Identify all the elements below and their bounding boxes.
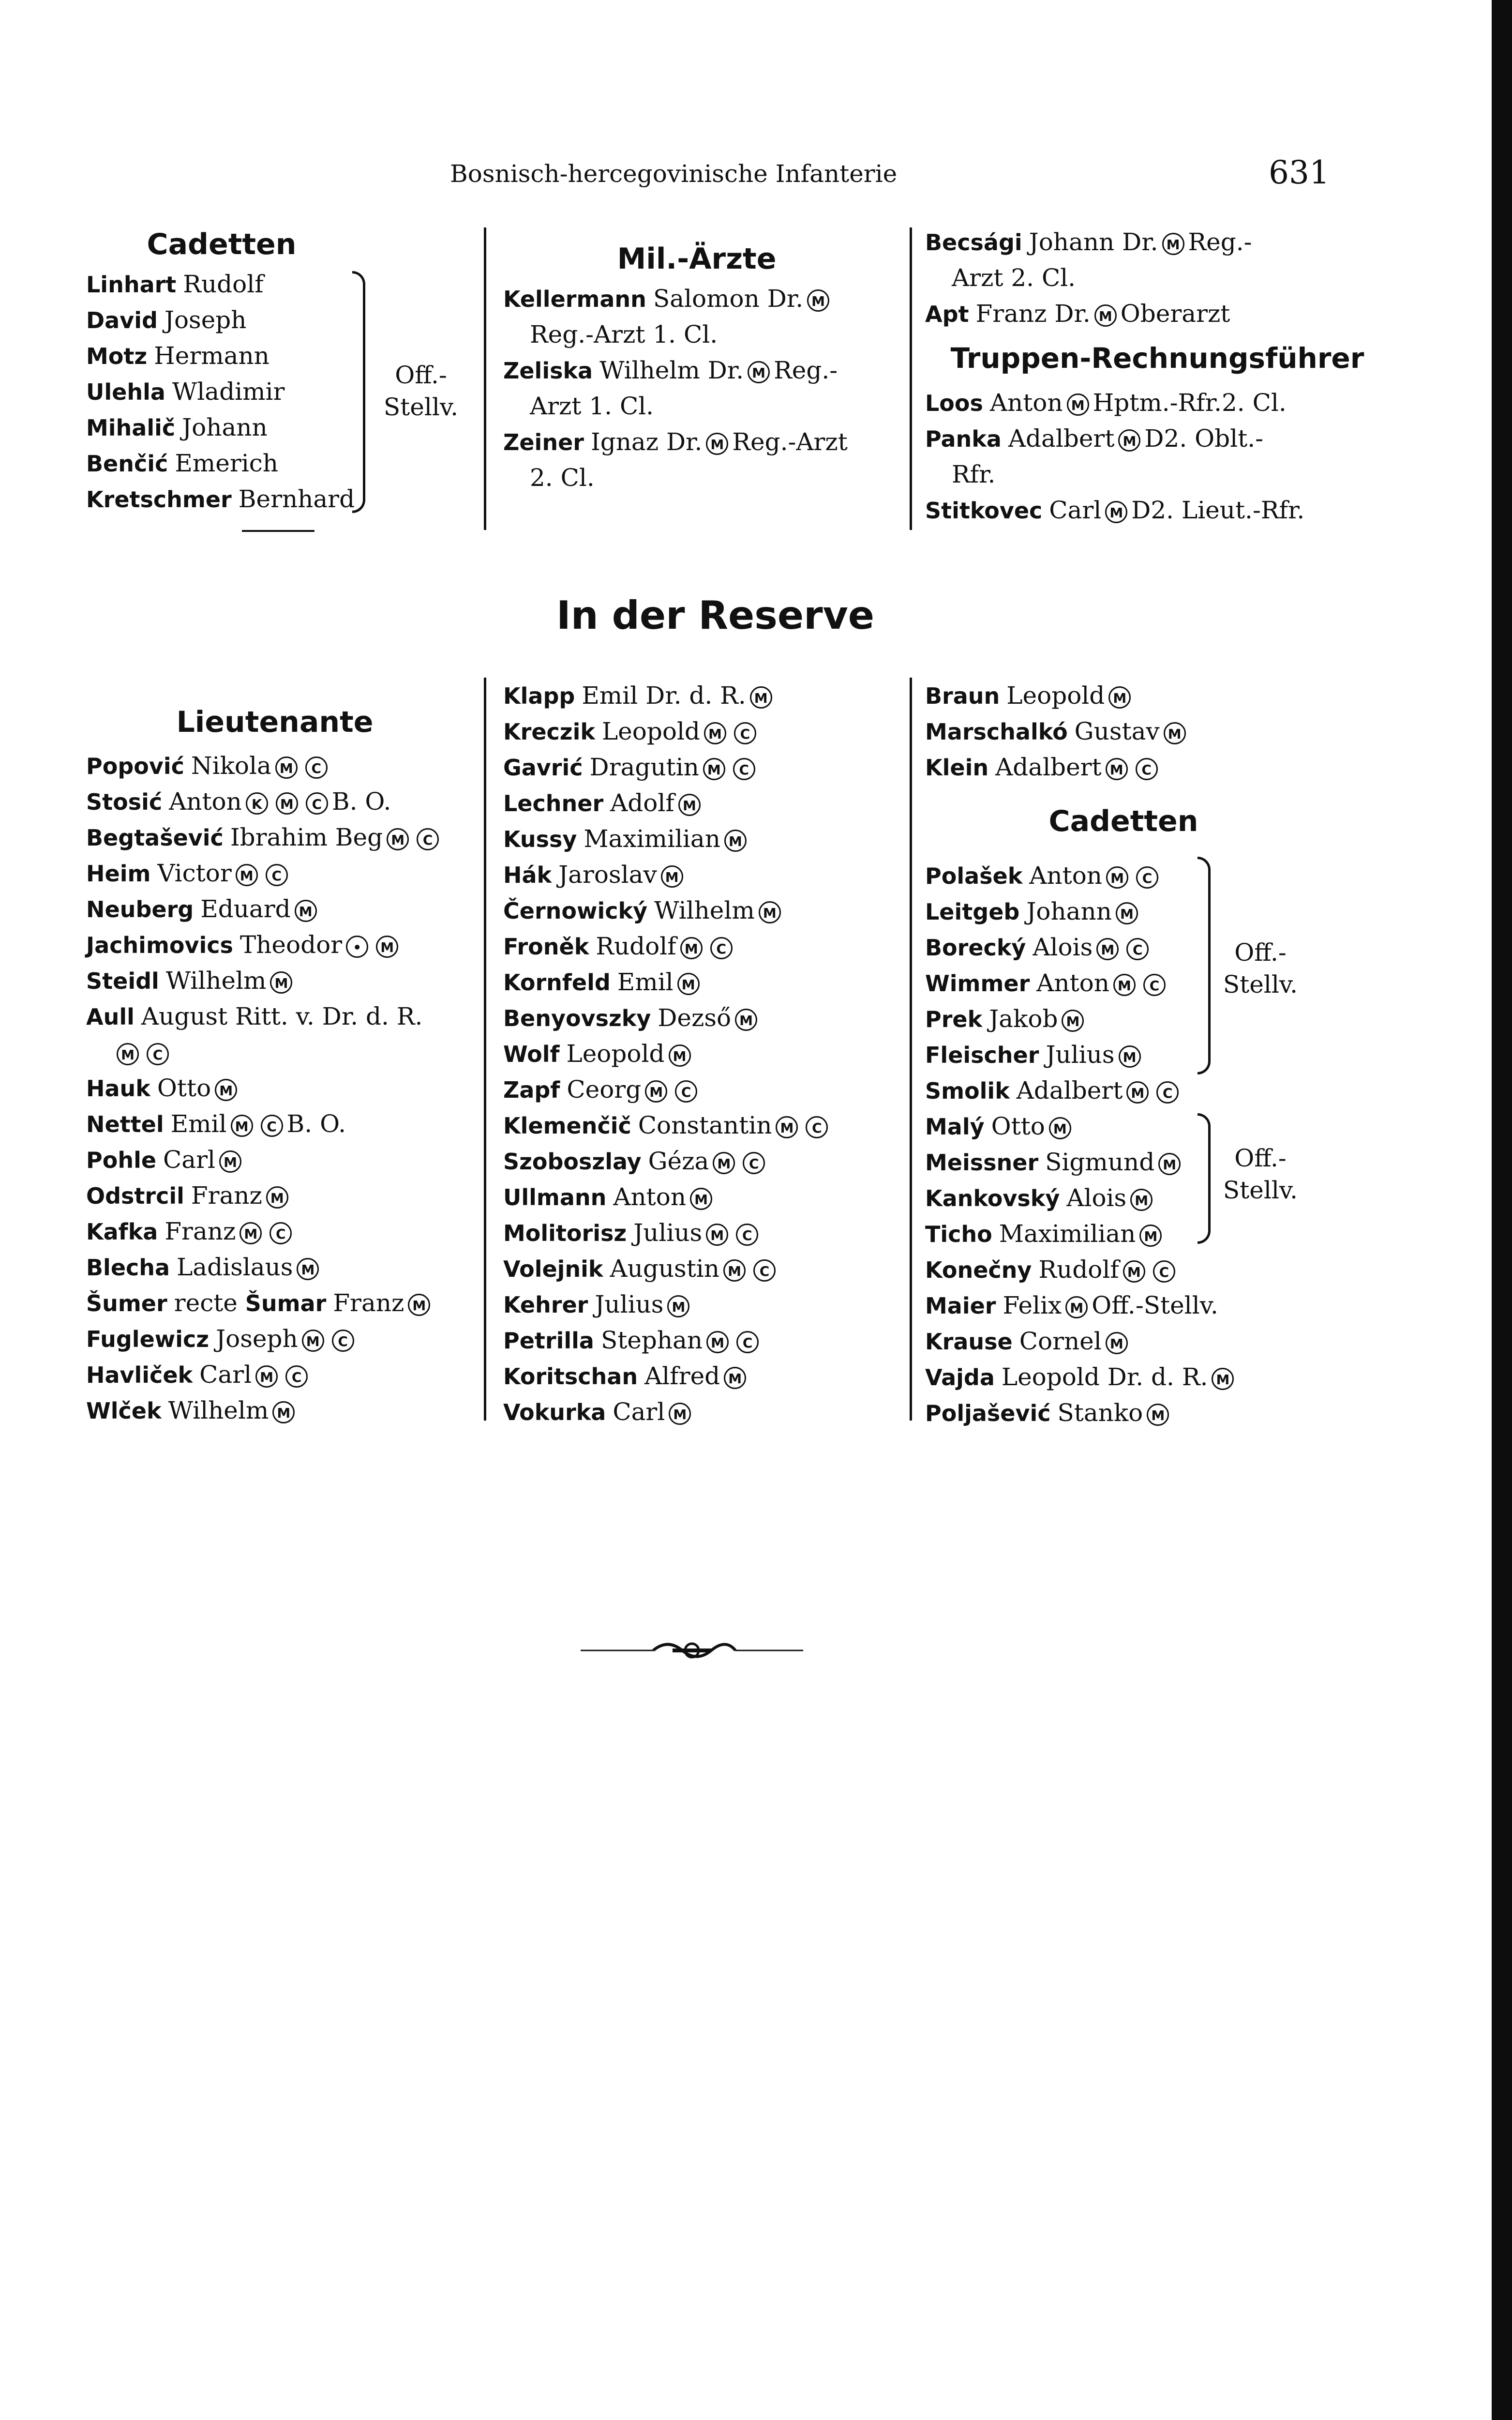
list-item: Kornfeld Emil M (503, 964, 900, 1000)
m-mark-icon: M (117, 1043, 139, 1065)
m-mark-icon: M (1067, 393, 1089, 416)
m-mark-icon: M (706, 1224, 728, 1246)
m-mark-icon: M (231, 1115, 253, 1137)
d2-mark: D2. (1144, 424, 1187, 453)
list-item: Molitorisz Julius M C (503, 1215, 900, 1251)
list-item: Ulehla Wladimir (86, 378, 285, 406)
brace-label: Off.- Stellv. (383, 361, 459, 421)
reserve-middle-column (503, 678, 900, 1430)
list-item: Zapf Ceorg M C (503, 1072, 900, 1107)
m-mark-icon: M (270, 971, 292, 994)
list-item: Stosić Anton K M C B. O. (86, 787, 391, 816)
m-mark-icon: M (690, 1188, 712, 1210)
m-mark-icon: M (1139, 1225, 1162, 1247)
m-mark-icon: M (1105, 501, 1127, 523)
m-mark-icon: M (297, 1258, 319, 1280)
list-item: Stitkovec Carl M D2. Lieut.-Rfr. (925, 496, 1305, 524)
list-item: Smolik Adalbert M C (925, 1073, 1293, 1108)
m-mark-icon: M (1130, 1189, 1153, 1211)
list-item: Maier Felix M Off.-Stellv. (925, 1291, 1218, 1319)
list-item: Vajda Leopold Dr. d. R. M (925, 1359, 1293, 1395)
top-right-column (925, 224, 1390, 528)
c-mark-icon: C (1143, 974, 1166, 996)
m-mark-icon: M (669, 1044, 691, 1067)
list-item: Panka Adalbert M D2. Oblt.- (925, 424, 1263, 453)
list-item: Linhart Rudolf (86, 270, 264, 298)
list-item: Borecký Alois M C (925, 929, 1293, 965)
c-mark-icon: C (736, 1224, 758, 1246)
m-mark-icon: M (275, 756, 298, 779)
list-item-continuation: Arzt 2. Cl. (952, 264, 1076, 292)
section-title-mil-aerzte: Mil.-Ärzte (617, 242, 777, 276)
m-mark-icon: M (1049, 1117, 1071, 1139)
list-item: Petrilla Stephan M C (503, 1322, 900, 1358)
m-mark-icon: M (302, 1330, 324, 1352)
list-item: Froněk Rudolf M C (503, 928, 900, 964)
list-item: Fleischer Julius M (925, 1037, 1293, 1073)
list-item: Havliček Carl M C (86, 1357, 473, 1392)
list-item: Aull August Ritt. v. Dr. d. R. (86, 1002, 423, 1030)
section-title-lieutenante: Lieutenante (176, 705, 374, 739)
m-mark-icon: M (1158, 1153, 1181, 1175)
list-item: Poljašević Stanko M (925, 1395, 1293, 1431)
list-item: Kafka Franz M C (86, 1213, 473, 1249)
m-mark-icon: M (1062, 1010, 1084, 1032)
m-mark-icon: M (1096, 938, 1119, 960)
m-mark-icon: M (645, 1080, 667, 1103)
section-title-reserve: In der Reserve (556, 593, 874, 638)
m-mark-icon: M (1113, 974, 1136, 996)
list-item: Lechner Adolf M (503, 785, 900, 821)
list-item-continuation (86, 1034, 473, 1070)
list-item: Nettel Emil M C B. O. (86, 1110, 346, 1138)
m-mark-icon: M (219, 1150, 241, 1173)
m-mark-icon: M (704, 722, 726, 744)
list-item: Benyovszky Dezső M (503, 1000, 900, 1036)
list-item-continuation: 2. Cl. (530, 464, 595, 492)
list-item: Wolf Leopold M (503, 1036, 900, 1072)
list-item: Volejnik Augustin M C (503, 1251, 900, 1286)
m-mark-icon: M (240, 1222, 262, 1244)
c-mark-icon: C (710, 937, 733, 959)
column-rule (484, 227, 486, 530)
m-mark-icon: M (276, 792, 298, 815)
m-mark-icon: M (1162, 233, 1184, 255)
list-item: Neuberg Eduard M (86, 891, 473, 927)
list-item: Jachimovics Theodor • M (86, 927, 473, 963)
section-title-cadetten: Cadetten (147, 227, 297, 261)
m-mark-icon: M (408, 1294, 430, 1316)
list-item: Braun Leopold M (925, 678, 1293, 713)
ornament-icon (581, 1636, 803, 1665)
list-item: Kankovský Alois M (925, 1180, 1293, 1216)
list-item: Polašek Anton M C (925, 858, 1293, 893)
list-item: Gavrić Dragutin M C (503, 749, 900, 785)
section-title-reserve-cadetten: Cadetten (1048, 804, 1198, 838)
list-item: Kussy Maximilian M (503, 821, 900, 857)
list-item: Malý Otto M (925, 1108, 1293, 1144)
m-mark-icon: M (1106, 758, 1128, 780)
c-mark-icon: C (269, 1222, 292, 1244)
c-mark-icon: C (1136, 866, 1158, 889)
list-item: Benčić Emerich (86, 449, 278, 477)
list-item: Šumer recte Šumar Franz M (86, 1285, 473, 1321)
m-mark-icon: M (706, 433, 728, 455)
list-item: Kreczik Leopold M C (503, 713, 900, 749)
list-item: Zeiner Ignaz Dr. M Reg.-Arzt (503, 428, 848, 456)
m-mark-icon: M (376, 936, 398, 958)
m-mark-icon: M (776, 1116, 798, 1138)
list-item: Hauk Otto M (86, 1070, 473, 1106)
m-mark-icon: M (735, 1009, 757, 1031)
brace-label: Off.- Stellv. (1223, 938, 1298, 998)
list-item: Wimmer Anton M C (925, 965, 1293, 1001)
c-mark-icon: C (1126, 938, 1149, 960)
list-item: Klapp Emil Dr. d. R. M (503, 678, 900, 713)
d2-mark: D2. (1131, 496, 1174, 524)
m-mark-icon: M (667, 1295, 689, 1317)
list-item: Ticho Maximilian M (925, 1216, 1293, 1252)
list-item-continuation: Arzt 1. Cl. (530, 392, 654, 420)
m-mark-icon: M (272, 1401, 295, 1423)
m-mark-icon: M (1094, 304, 1117, 327)
m-mark-icon: M (1123, 1260, 1145, 1283)
c-mark-icon: C (1156, 1081, 1179, 1104)
m-mark-icon: M (750, 686, 772, 709)
list-item: Černowický Wilhelm M (503, 892, 900, 928)
list-item: Zeliska Wilhelm Dr. M Reg.- (503, 356, 838, 384)
list-item: Pohle Carl M (86, 1142, 473, 1178)
m-mark-icon: M (1119, 1045, 1141, 1068)
m-mark-icon: M (1065, 1296, 1088, 1318)
m-mark-icon: M (680, 937, 703, 959)
list-item: Koritschan Alfred M (503, 1358, 900, 1394)
list-item: Motz Hermann (86, 342, 269, 370)
reserve-right-column (925, 678, 1293, 1431)
c-mark-icon: C (305, 756, 328, 779)
m-mark-icon: M (724, 1367, 746, 1389)
m-mark-icon: M (236, 864, 258, 886)
list-item: Kellermann Salomon Dr. M (503, 281, 890, 317)
page-number: 631 (1269, 154, 1330, 191)
brace (1198, 857, 1211, 1074)
lieutenante-column (86, 697, 473, 1428)
m-mark-icon: M (1212, 1368, 1234, 1390)
list-item: Becsági Johann Dr. M Reg.- (925, 228, 1252, 256)
divider (242, 530, 314, 532)
m-mark-icon: M (807, 289, 829, 312)
list-item-continuation: Reg.-Arzt 1. Cl. (530, 320, 718, 348)
c-mark-icon: C (675, 1080, 697, 1103)
c-mark-icon: C (266, 864, 288, 886)
list-item: Popović Nikola M C (86, 748, 473, 784)
scan-edge (1492, 0, 1512, 2420)
c-mark-icon: C (1153, 1260, 1175, 1283)
m-mark-icon: M (295, 900, 317, 922)
m-mark-icon: M (1118, 429, 1140, 452)
c-mark-icon: C (306, 792, 328, 815)
m-mark-icon: M (759, 901, 781, 923)
c-mark-icon: C (733, 758, 755, 780)
list-item: Wlček Wilhelm M (86, 1392, 473, 1428)
list-item: Prek Jakob M (925, 1001, 1293, 1037)
m-mark-icon: M (266, 1186, 288, 1209)
c-mark-icon: C (806, 1116, 828, 1138)
m-mark-icon: M (724, 830, 747, 852)
top-cadetten-column (86, 223, 357, 517)
list-item: Krause Cornel M (925, 1323, 1293, 1359)
m-mark-icon: M (703, 758, 725, 780)
list-item: Hák Jaroslav M (503, 857, 900, 892)
dot-mark-icon: • (346, 936, 368, 958)
m-mark-icon: M (1147, 1404, 1169, 1426)
list-item: Heim Victor M C (86, 855, 473, 891)
m-mark-icon: M (723, 1259, 746, 1282)
list-item: Meissner Sigmund M (925, 1144, 1293, 1180)
c-mark-icon: C (261, 1115, 283, 1137)
m-mark-icon: M (1106, 866, 1128, 889)
k-mark-icon: K (246, 792, 268, 815)
list-item: Odstrcil Franz M (86, 1178, 473, 1213)
m-mark-icon: M (1116, 902, 1138, 924)
c-mark-icon: C (417, 828, 439, 850)
m-mark-icon: M (678, 794, 701, 816)
m-mark-icon: M (677, 973, 700, 995)
m-mark-icon: M (1126, 1081, 1149, 1104)
list-item: Loos Anton M Hptm.-Rfr.2. Cl. (925, 389, 1287, 417)
m-mark-icon: M (669, 1403, 691, 1425)
c-mark-icon: C (736, 1331, 759, 1353)
list-item: Kehrer Julius M (503, 1286, 900, 1322)
section-title-rechnungsfuehrer: Truppen-Rechnungsführer (950, 342, 1364, 375)
m-mark-icon: M (1108, 686, 1131, 709)
m-mark-icon: M (713, 1152, 735, 1174)
list-item: Vokurka Carl M (503, 1394, 900, 1430)
list-item: Kretschmer Bernhard (86, 485, 355, 513)
m-mark-icon: M (706, 1331, 729, 1353)
m-mark-icon: M (661, 865, 683, 888)
list-item: Klemenčič Constantin M C (503, 1107, 900, 1143)
brace-label: Off.- Stellv. (1223, 1144, 1298, 1204)
list-item-continuation: Rfr. (952, 460, 996, 488)
m-mark-icon: M (215, 1079, 237, 1101)
m-mark-icon: M (255, 1365, 278, 1388)
list-item: Steidl Wilhelm M (86, 963, 473, 998)
list-item: David Joseph (86, 306, 247, 334)
list-item: Szoboszlay Géza M C (503, 1143, 900, 1179)
c-mark-icon: C (332, 1330, 354, 1352)
c-mark-icon: C (1136, 758, 1158, 780)
list-item: Klein Adalbert M C (925, 749, 1293, 785)
list-item: Blecha Ladislaus M (86, 1249, 473, 1285)
column-rule (910, 227, 912, 530)
list-item: Konečny Rudolf M C (925, 1252, 1293, 1287)
c-mark-icon: C (285, 1365, 308, 1388)
m-mark-icon: M (1106, 1332, 1128, 1354)
m-mark-icon: M (1164, 722, 1186, 744)
list-item: Leitgeb Johann M (925, 893, 1293, 929)
mil-aerzte-column (503, 237, 890, 496)
list-item: Begtašević Ibrahim Beg M C (86, 819, 473, 855)
brace (1198, 1113, 1211, 1244)
c-mark-icon: C (743, 1152, 765, 1174)
list-item: Fuglewicz Joseph M C (86, 1321, 473, 1357)
m-mark-icon: M (387, 828, 409, 850)
m-mark-icon: M (748, 361, 770, 383)
c-mark-icon: C (734, 722, 756, 744)
list-item: Ullmann Anton M (503, 1179, 900, 1215)
brace (352, 271, 365, 513)
column-rule (484, 678, 486, 1421)
list-item: Apt Franz Dr. M Oberarzt (925, 300, 1230, 328)
list-item: Mihalič Johann (86, 413, 268, 441)
c-mark-icon: C (147, 1043, 169, 1065)
running-header: Bosnisch-hercegovinische Infanterie (450, 160, 898, 188)
list-item: Marschalkó Gustav M (925, 713, 1293, 749)
c-mark-icon: C (753, 1259, 776, 1282)
column-rule (910, 678, 912, 1421)
